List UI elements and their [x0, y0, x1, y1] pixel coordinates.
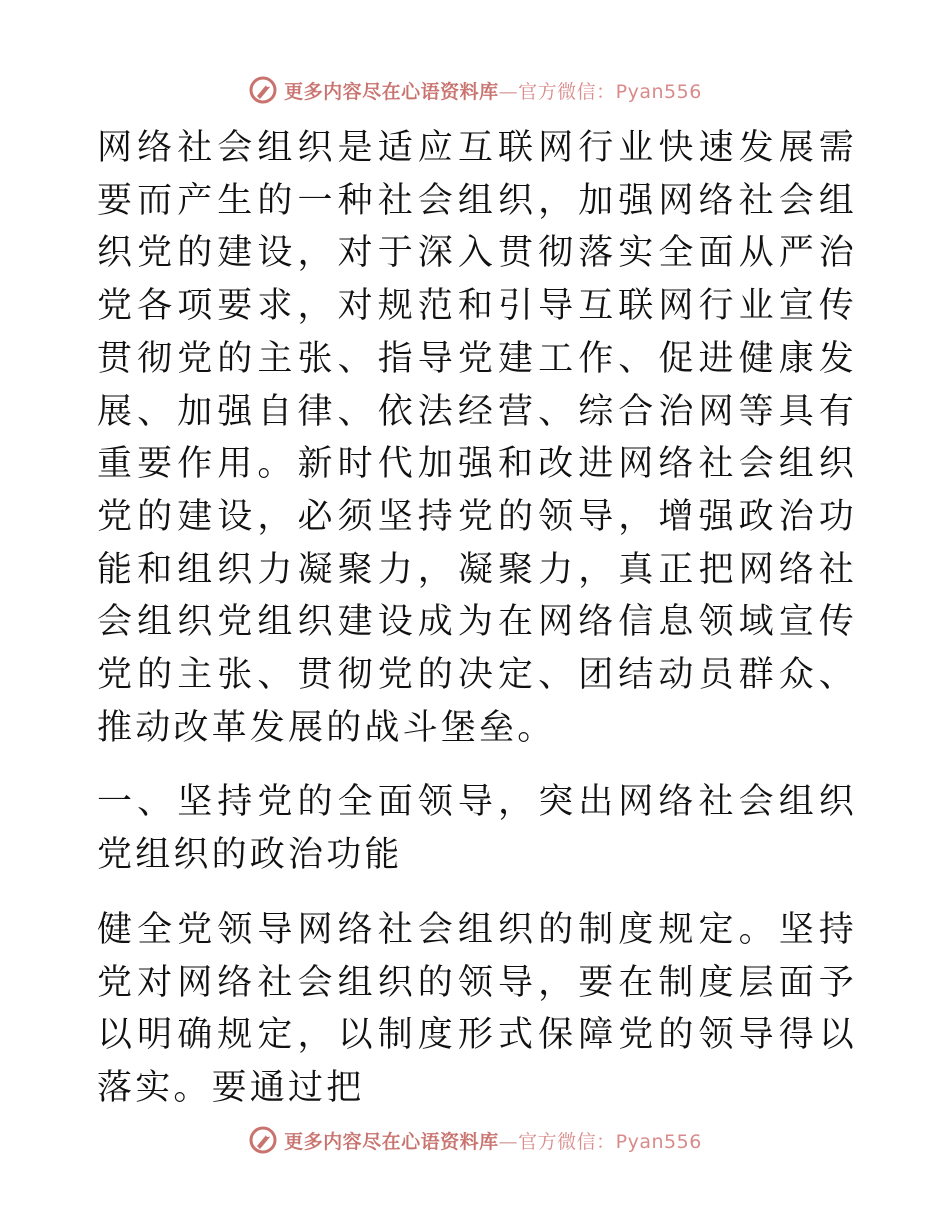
- watermark-separator: —: [498, 80, 519, 103]
- watermark-name: 更多内容尽在心语资料库: [284, 80, 499, 103]
- watermark-separator: —: [498, 1130, 519, 1153]
- fountain-pen-logo-icon: [248, 1125, 278, 1155]
- watermark-text: [284, 1127, 702, 1154]
- footer-watermark: [0, 1122, 950, 1158]
- watermark-name: 更多内容尽在心语资料库: [284, 1130, 499, 1153]
- section-heading: 一、坚持党的全面领导，突出网络社会组织党组织的政治功能: [97, 782, 857, 876]
- document-body: [97, 122, 857, 1115]
- watermark-contact: 官方微信：Pyan556: [518, 1130, 702, 1153]
- watermark-contact: 官方微信：Pyan556: [518, 80, 702, 103]
- watermark-text: [284, 77, 702, 104]
- intro-paragraph: 网络社会组织是适应互联网行业快速发展需要而产生的一种社会组织，加强网络社会组织党的建设，对于深入贯彻落实全面从严治党各项要求，对规范和引导互联网行业宣传贯彻党的主张、指导党建工作、促进健康发展、加强自律、依法经营、综合治网等具有重要作用。新时代加强和改进网络社会组织党的建设，必须坚持党的领导，增强政治功能和组织力凝聚力，凝聚力，真正把网络社会组织党组织建设成为在网络信息领域宣传党的主张、贯彻党的决定、团结动员群众、推动改革发展的战斗堡垒。: [97, 128, 857, 748]
- header-watermark: [0, 72, 950, 108]
- body-paragraph: 健全党领导网络社会组织的制度规定。坚持党对网络社会组织的领导，要在制度层面予以明确规定，以制度形式保障党的领导得以落实。要通过把: [97, 909, 857, 1108]
- fountain-pen-logo-icon: [248, 75, 278, 105]
